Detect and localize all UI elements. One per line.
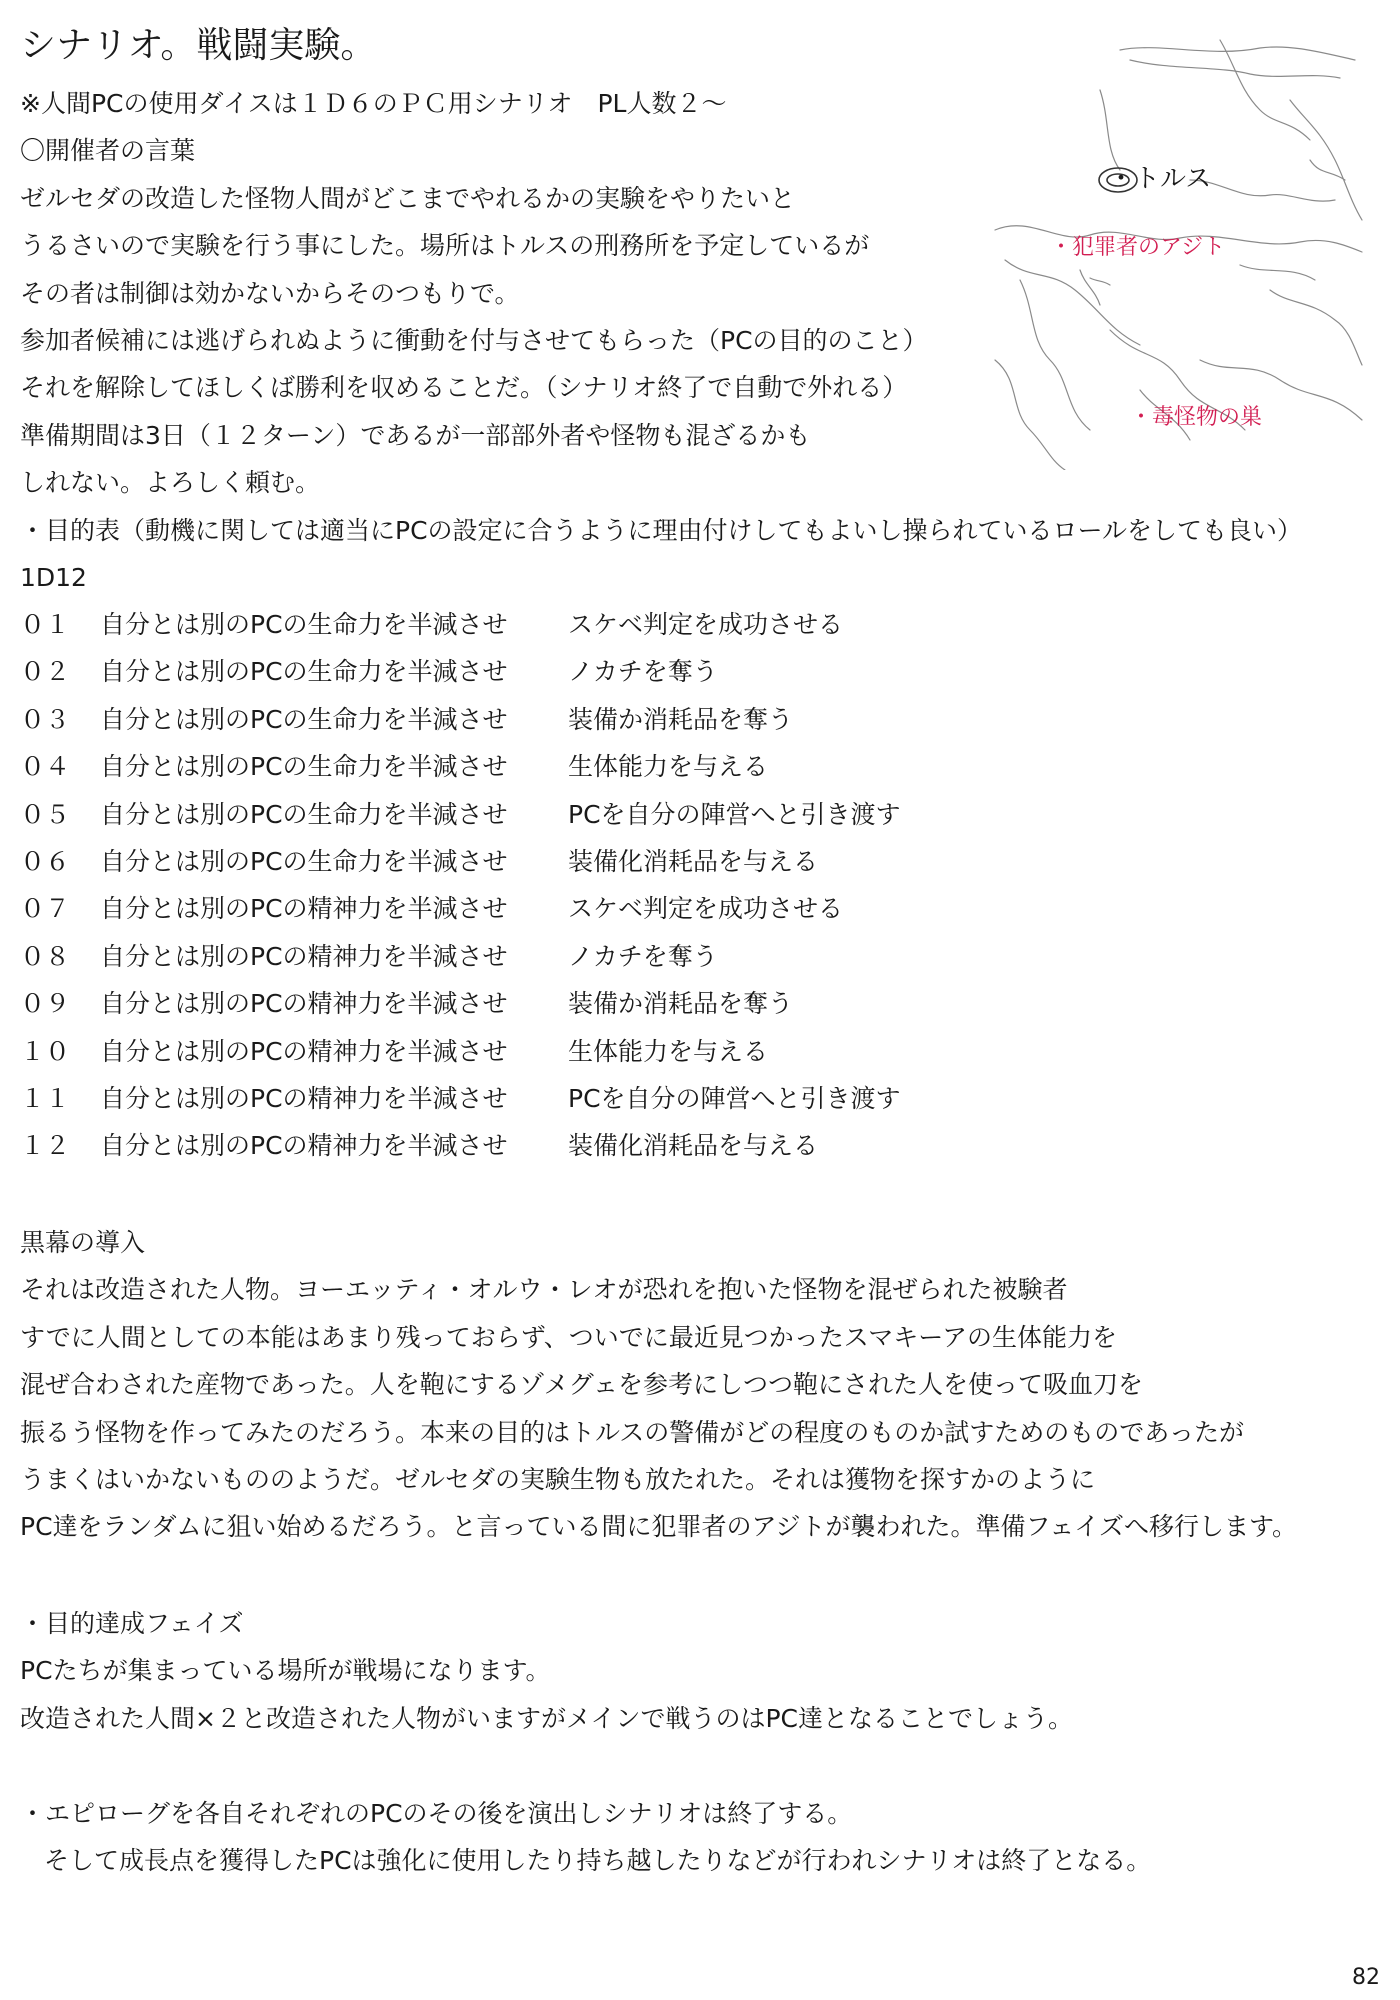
row-result: 装備化消耗品を与える [568,1131,819,1161]
table-row [20,838,901,885]
row-result: ノカチを奪う [568,657,718,687]
row-result: PCを自分の陣営へと引き渡す [568,1083,901,1113]
row-number: １０ [20,1036,71,1066]
intro-line: ゼルセダの改造した怪物人間がどこまでやれるかの実験をやりたいと [20,183,796,213]
intro-line: 参加者候補には逃げられぬように衝動を付与させてもらった（PCの目的のこと） [20,325,928,355]
row-number: １２ [20,1131,71,1161]
intro-line: その者は制御は効かないからそのつもりで。 [20,278,520,308]
intro-line: しれない。よろしく頼む。 [20,468,321,498]
paragraph-line: PCたちが集まっている場所が戦場になります。 [20,1656,551,1686]
mastermind-section [20,1219,1297,1551]
row-number: １１ [20,1083,71,1113]
row-condition: 自分とは別のPCの生命力を半減させ [100,799,508,829]
map-label-torus: ・トルス [1108,164,1212,194]
row-result: 生体能力を与える [568,752,769,782]
paragraph-line: 振るう怪物を作ってみたのだろう。本来の目的はトルスの警備がどの程度のものか試すためのものであったが [20,1417,1245,1447]
table-row [20,980,901,1027]
intro-line: 準備期間は3日（１２ターン）であるが一部部外者や怪物も混ざるかも [20,420,811,450]
map-illustration [990,30,1365,470]
row-number: ０９ [20,989,71,1019]
intro-line: うるさいので実験を行う事にした。場所はトルスの刑務所を予定しているが [20,231,870,261]
page-title: シナリオ。戦闘実験。 [20,25,377,66]
row-number: ０７ [20,894,71,924]
dice-label: 1D12 [20,562,87,592]
row-result: スケベ判定を成功させる [568,610,844,639]
row-condition: 自分とは別のPCの精神力を半減させ [100,894,508,924]
row-result: ノカチを奪う [568,941,718,971]
row-result: 装備か消耗品を奪う [568,704,794,734]
row-result: 生体能力を与える [568,1036,769,1066]
row-number: ０５ [20,799,71,829]
section-heading: 黒幕の導入 [20,1228,146,1257]
paragraph-line: そして成長点を獲得したPCは強化に使用したり持ち越したりなどが行われシナリオは終了となる。 [44,1846,1152,1876]
table-row [20,933,901,980]
row-condition: 自分とは別のPCの精神力を半減させ [100,1036,508,1066]
row-number: ０６ [20,846,71,876]
section-heading: ・エピローグを各自それぞれのPCのその後を演出しシナリオは終了する。 [20,1799,853,1828]
row-condition: 自分とは別のPCの生命力を半減させ [100,846,508,876]
row-condition: 自分とは別のPCの生命力を半減させ [100,752,508,782]
row-number: ０２ [20,657,71,687]
row-result: スケベ判定を成功させる [568,894,844,924]
intro-line: ※人間PCの使用ダイスは１Ｄ６のＰＣ用シナリオ PL人数２～ [20,89,727,118]
table-row [20,743,901,790]
table-row [20,791,901,838]
goal-phase-section [20,1600,1073,1742]
table-row [20,696,901,743]
paragraph-line: 改造された人間×２と改造された人物がいますがメインで戦うのはPC達となることでしょう。 [20,1703,1073,1733]
map-label-hideout: ・犯罪者のアジト [1050,235,1226,260]
epilogue-section [20,1790,1151,1885]
paragraph-line: すでに人間としての本能はあまり残っておらず、ついでに最近見つかったスマキーアの生体能力を [20,1322,1118,1352]
table-row [20,1075,901,1122]
table-row [20,885,901,932]
intro-line: それを解除してほしくば勝利を収めることだ。（シナリオ終了で自動で外れる） [20,373,908,403]
table-row [20,648,901,695]
page-number: 82 [1352,1965,1380,1990]
section-heading: ・目的達成フェイズ [20,1609,244,1638]
row-result: 装備化消耗品を与える [568,846,819,876]
organizer-heading: 〇開催者の言葉 [20,136,196,166]
table-row [20,601,901,648]
row-result: 装備か消耗品を奪う [568,989,794,1019]
table-row [20,1122,901,1169]
row-condition: 自分とは別のPCの精神力を半減させ [100,1131,508,1161]
row-number: ０１ [20,610,71,639]
goal-table-heading: ・目的表（動機に関しては適当にPCの設定に合うように理由付けしてもよいし操られているロールをしても良い） [20,515,1303,545]
row-number: ０３ [20,704,71,734]
table-row [20,1028,901,1075]
row-condition: 自分とは別のPCの生命力を半減させ [100,704,508,734]
row-condition: 自分とは別のPCの精神力を半減させ [100,941,508,971]
row-condition: 自分とは別のPCの生命力を半減させ [100,657,508,687]
row-number: ０４ [20,752,71,782]
map-label-nest: ・毒怪物の巣 [1130,405,1263,430]
row-condition: 自分とは別のPCの生命力を半減させ [100,610,508,639]
row-condition: 自分とは別のPCの精神力を半減させ [100,989,508,1019]
row-number: ０８ [20,941,71,971]
row-result: PCを自分の陣営へと引き渡す [568,799,901,829]
goal-table [20,601,901,1170]
paragraph-line: それは改造された人物。ヨーエッティ・オルウ・レオが恐れを抱いた怪物を混ぜられた被験者 [20,1275,1068,1305]
paragraph-line: 混ぜ合わされた産物であった。人を鞄にするゾメグェを参考にしつつ鞄にされた人を使って吸血刀を [20,1370,1144,1400]
paragraph-line: PC達をランダムに狙い始めるだろう。と言っている間に犯罪者のアジトが襲われた。準備フェイズへ移行します。 [20,1512,1298,1542]
row-condition: 自分とは別のPCの精神力を半減させ [100,1083,508,1113]
paragraph-line: うまくはいかないもののようだ。ゼルセダの実験生物も放たれた。それは獲物を探すかのように [20,1464,1096,1494]
